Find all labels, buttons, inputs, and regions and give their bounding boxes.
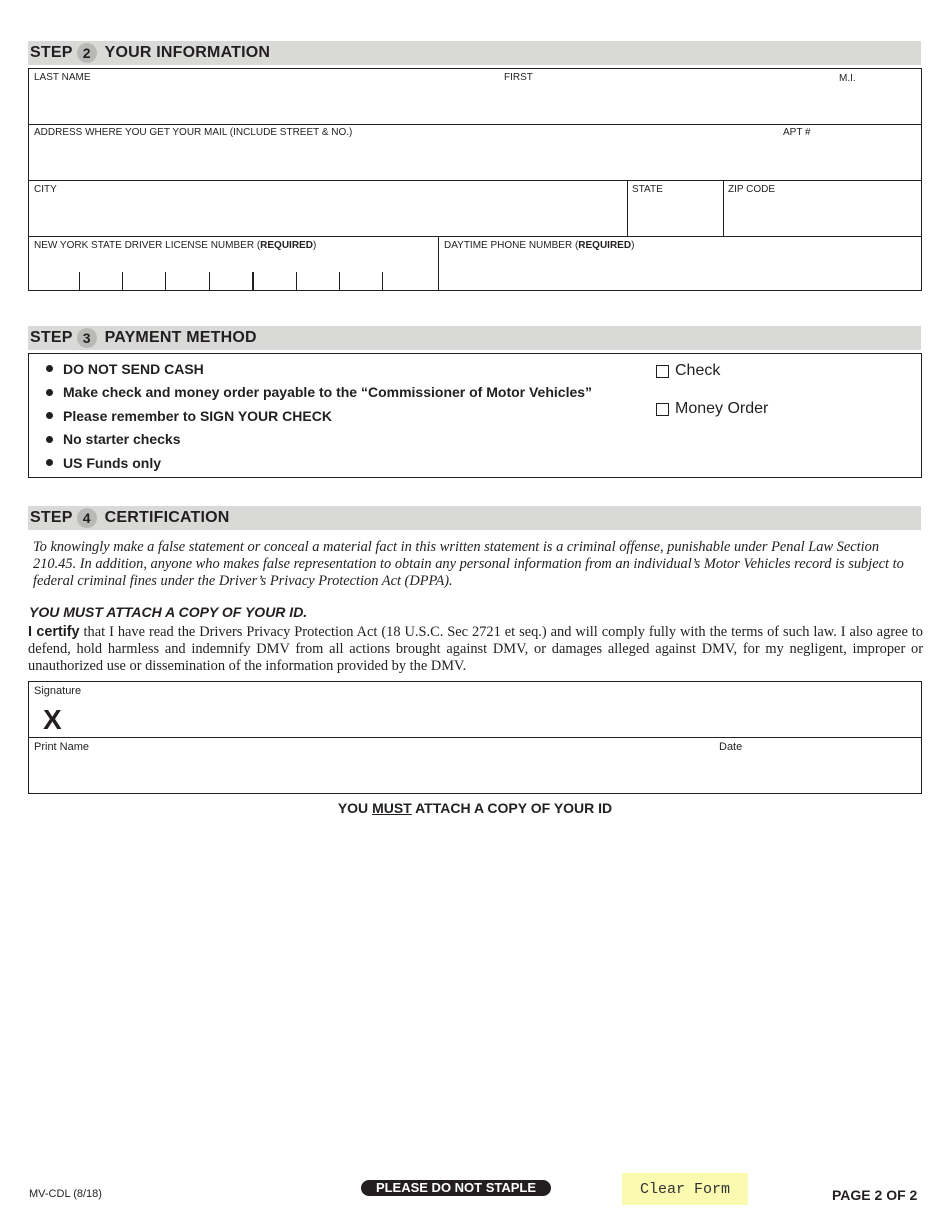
apt-field[interactable]: APT # bbox=[783, 127, 811, 138]
license-digit-separator bbox=[209, 272, 210, 291]
zip-code-field[interactable]: ZIP CODE bbox=[728, 184, 776, 195]
bullet-icon bbox=[46, 389, 53, 396]
license-label-prefix: NEW YORK STATE DRIVER LICENSE NUMBER ( bbox=[34, 240, 261, 251]
first-name-field[interactable]: FIRST bbox=[504, 72, 533, 83]
license-digit-separator bbox=[339, 272, 340, 291]
divider bbox=[28, 124, 922, 125]
step4-title: CERTIFICATION bbox=[104, 509, 230, 526]
divider bbox=[723, 180, 724, 236]
step3-title: PAYMENT METHOD bbox=[104, 329, 257, 346]
license-label-suffix: ) bbox=[312, 240, 317, 251]
step2-number-badge: 2 bbox=[77, 43, 97, 63]
date-field[interactable]: Date bbox=[719, 741, 743, 753]
certify-lead: I certify bbox=[28, 624, 80, 640]
phone-label-suffix: ) bbox=[631, 240, 635, 251]
attach-id-reminder bbox=[0, 800, 950, 816]
step3-step-word: STEP bbox=[30, 329, 73, 346]
step2-header bbox=[28, 41, 921, 65]
city-field[interactable]: CITY bbox=[34, 184, 57, 195]
phone-label-prefix: DAYTIME PHONE NUMBER ( bbox=[444, 240, 579, 251]
check-option-label: Check bbox=[675, 362, 721, 379]
list-item bbox=[46, 404, 592, 428]
attach-reminder-must: MUST bbox=[372, 800, 412, 816]
divider bbox=[627, 180, 628, 236]
step4-number-badge: 4 bbox=[77, 508, 97, 528]
bullet-icon bbox=[46, 436, 53, 443]
step4-step-word: STEP bbox=[30, 509, 73, 526]
step2-title: YOUR INFORMATION bbox=[104, 44, 271, 61]
payment-instruction: No starter checks bbox=[63, 431, 181, 448]
bullet-icon bbox=[46, 459, 53, 466]
divider bbox=[438, 236, 439, 291]
license-required-label: REQUIRED bbox=[260, 240, 313, 251]
divider bbox=[28, 737, 922, 738]
license-digit-separator bbox=[252, 272, 254, 291]
license-digit-separator bbox=[382, 272, 383, 291]
list-item bbox=[46, 381, 592, 405]
list-item bbox=[46, 428, 592, 452]
payment-instruction: Make check and money order payable to the “Commissioner of Motor Vehicles” bbox=[63, 384, 593, 401]
license-digit-separator bbox=[165, 272, 166, 291]
money-order-option-label: Money Order bbox=[675, 400, 769, 417]
bullet-icon bbox=[46, 365, 53, 372]
license-number-field[interactable] bbox=[34, 240, 316, 251]
false-statement-warning: To knowingly make a false statement or conceal a material fact in this written statement is a criminal offense, punishable under Penal Law Section 210.45. In addition, anyone who makes false representation to obtain any personal information from an individual’s Motor Vehicles record is subject to federal criminal fines under the Driver’s Privacy Protection Act (DPPA). bbox=[33, 539, 904, 589]
attach-reminder-before: YOU bbox=[337, 800, 373, 816]
signature-x-mark: X bbox=[43, 704, 62, 735]
license-digit-separator bbox=[122, 272, 123, 291]
last-name-field[interactable]: LAST NAME bbox=[34, 72, 91, 83]
list-item bbox=[46, 451, 592, 475]
do-not-staple-badge: PLEASE DO NOT STAPLE bbox=[361, 1180, 551, 1196]
money-order-checkbox[interactable] bbox=[656, 403, 669, 416]
middle-initial-field[interactable]: M.I. bbox=[839, 73, 856, 84]
step3-number-badge: 3 bbox=[77, 328, 97, 348]
daytime-phone-field[interactable] bbox=[444, 240, 634, 251]
payment-instruction: Please remember to SIGN YOUR CHECK bbox=[63, 407, 332, 424]
clear-form-button[interactable]: Clear Form bbox=[622, 1173, 748, 1205]
license-digit-separator bbox=[296, 272, 297, 291]
payment-instruction: US Funds only bbox=[63, 454, 161, 471]
certify-text: that I have read the Drivers Privacy Protection Act (18 U.S.C. Sec 2721 et seq.) and will comply fully with the terms of such law. I also agree to defend, hold harmless and indemnify DMV from all actions brought against DMV, or damages alleged against DMV, for my negligent, improper or unauthorized use or dissemination of the information provided by the DMV. bbox=[28, 624, 923, 674]
payment-instructions-list bbox=[46, 357, 592, 475]
phone-required-label: REQUIRED bbox=[578, 240, 632, 251]
list-item bbox=[46, 357, 592, 381]
divider bbox=[28, 180, 922, 181]
divider bbox=[28, 236, 922, 237]
attach-reminder-after: ATTACH A COPY OF YOUR ID bbox=[411, 800, 613, 816]
payment-instruction: DO NOT SEND CASH bbox=[63, 360, 204, 377]
address-field[interactable]: ADDRESS WHERE YOU GET YOUR MAIL (INCLUDE STREET & NO.) bbox=[34, 127, 353, 138]
state-field[interactable]: STATE bbox=[632, 184, 663, 195]
attach-id-notice: YOU MUST ATTACH A COPY OF YOUR ID. bbox=[29, 604, 308, 620]
page-number: PAGE 2 OF 2 bbox=[832, 1187, 918, 1203]
money-order-option[interactable] bbox=[656, 400, 768, 418]
form-number: MV-CDL (8/18) bbox=[29, 1188, 102, 1200]
license-digit-separator bbox=[79, 272, 80, 291]
certification-statement bbox=[28, 624, 923, 675]
check-option[interactable] bbox=[656, 362, 720, 380]
step4-header bbox=[28, 506, 921, 530]
step3-header bbox=[28, 326, 921, 350]
check-checkbox[interactable] bbox=[656, 365, 669, 378]
print-name-field[interactable]: Print Name bbox=[34, 741, 90, 753]
signature-field[interactable]: Signature bbox=[34, 685, 82, 697]
bullet-icon bbox=[46, 412, 53, 419]
step2-step-word: STEP bbox=[30, 44, 73, 61]
